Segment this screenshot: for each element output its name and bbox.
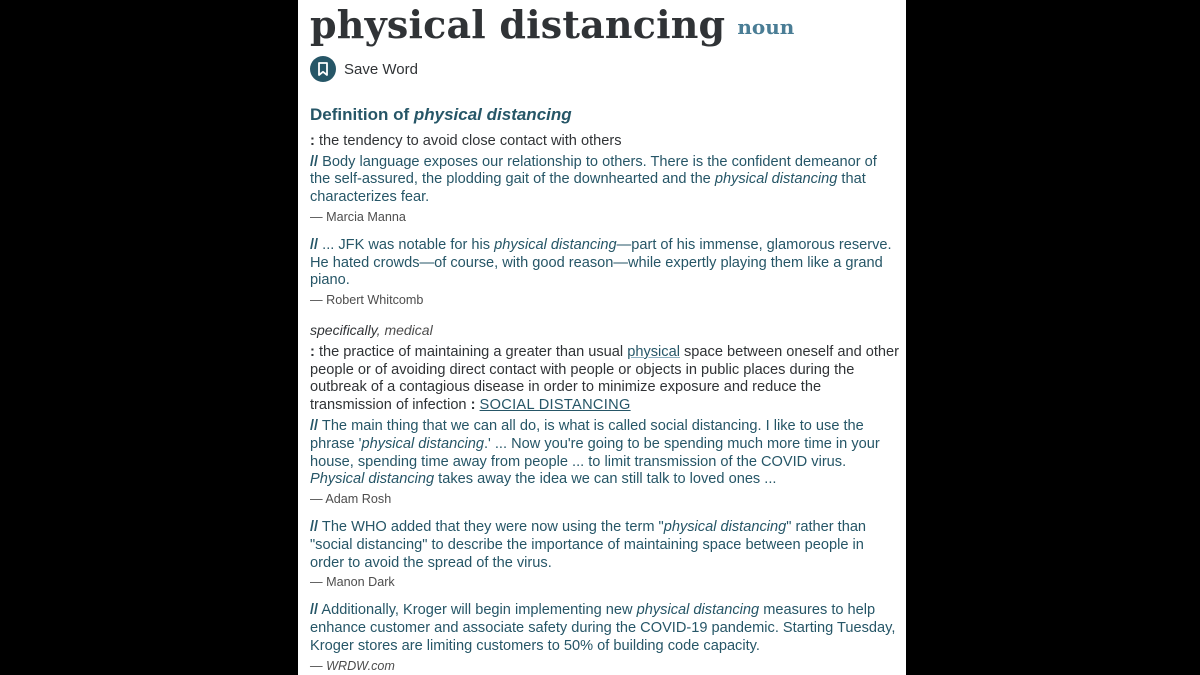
example-text: The main thing that we can all do, is what is called social distancing. I like to use the phrase ' <box>310 417 864 452</box>
example-term: physical distancing <box>714 171 838 188</box>
example-text: Body language exposes our relationship to others. There is the confident demeanor of the self-assured, the plodding gait of the downhearted and the <box>310 153 877 188</box>
example-sentence <box>310 602 900 655</box>
save-word-button[interactable] <box>310 56 418 82</box>
bookmark-icon[interactable] <box>310 56 336 82</box>
example-mark: // <box>310 602 319 619</box>
example-sentence <box>310 237 900 290</box>
definition-heading <box>310 106 900 124</box>
example-text: —part of his immense, glamorous reserve. He hated crowds—of course, with good reason—while expertly playing them like a grand piano. <box>310 236 892 289</box>
sense-colon: : <box>310 132 315 149</box>
example-text: Additionally, Kroger will begin implementing new <box>321 602 637 619</box>
sense-2 <box>310 344 900 415</box>
headword: physical distancing <box>310 2 726 47</box>
physical-link[interactable]: physical <box>627 343 680 360</box>
example-mark: // <box>310 417 319 434</box>
example-term: physical distancing <box>636 602 760 619</box>
example-text: that characterizes fear. <box>310 171 866 206</box>
sense-label-specifically: specifically <box>310 321 377 338</box>
example-attribution: — Marcia Manna <box>310 209 406 224</box>
example-term: physical distancing <box>663 518 787 535</box>
example-sentence <box>310 154 900 207</box>
example-mark: // <box>310 236 319 253</box>
sense-1 <box>310 133 900 151</box>
sense-2-text: the practice of maintaining a greater than usual <box>318 343 628 360</box>
synonym-colon: : <box>470 397 476 414</box>
save-word-label[interactable]: Save Word <box>344 60 418 78</box>
example-text: The WHO added that they were now using the term " <box>321 518 664 535</box>
sense-label-separator: , <box>376 321 385 338</box>
example-attribution: — Manon Dark <box>310 575 395 590</box>
example-attribution: — Robert Whitcomb <box>310 293 424 308</box>
example-text: ... JFK was notable for his <box>322 236 495 253</box>
example-term: physical distancing <box>494 236 617 253</box>
example-mark: // <box>310 518 319 535</box>
headword-row <box>310 2 794 47</box>
definition-heading-term: physical distancing <box>413 105 572 124</box>
definition-heading-prefix: Definition of <box>310 105 414 124</box>
part-of-speech[interactable]: noun <box>737 15 795 39</box>
example-attribution: — WRDW.com <box>310 658 395 673</box>
sense-2-text: space between oneself and other people or of avoiding direct contact with people or objects in public places during the outbreak of a contagious disease in order to minimize exposure and reduce the transmission of infection <box>310 343 900 414</box>
sense-1-text: the tendency to avoid close contact with others <box>318 132 622 149</box>
example-text: .' ... Now you're going to be spending much more time in your house, spending time away from people ... to limit transmission of the COVID virus. <box>310 435 880 470</box>
example-text: takes away the idea we can still talk to loved ones ... <box>434 471 777 488</box>
example-attribution: — Adam Rosh <box>310 492 392 507</box>
example-term: physical distancing <box>361 435 484 452</box>
example-text: " rather than "social distancing" to describe the importance of maintaining space between people in order to avoid the spread of the virus. <box>310 518 867 571</box>
example-term: Physical distancing <box>310 471 435 488</box>
sense-label-domain: medical <box>384 321 433 338</box>
sense-colon: : <box>310 343 315 360</box>
social-distancing-link[interactable]: SOCIAL DISTANCING <box>479 397 631 414</box>
dictionary-entry-page <box>298 0 906 675</box>
example-mark: // <box>310 153 319 170</box>
example-text: measures to help enhance customer and associate safety during the COVID-19 pandemic. Starting Tuesday, Kroger stores are limiting customers to 50% of building code capacity. <box>310 602 896 654</box>
example-sentence <box>310 418 900 489</box>
definition-section <box>310 106 900 675</box>
example-sentence <box>310 519 900 572</box>
sense-label <box>310 322 900 340</box>
